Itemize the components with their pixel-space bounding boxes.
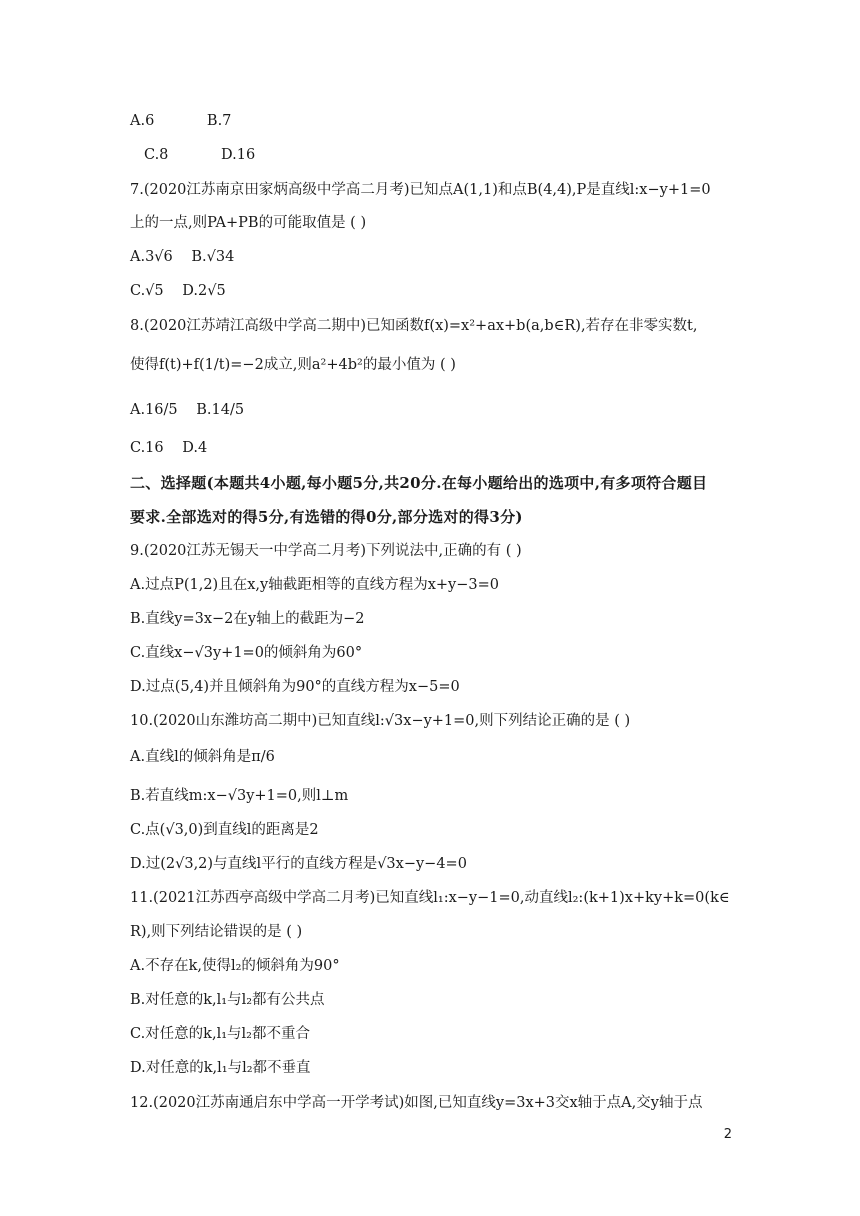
q10-option-d: D.过(2√3,2)与直线l平行的直线方程是√3x−y−4=0 (130, 856, 467, 872)
q7-stem-line-1: 7.(2020江苏南京田家炳高级中学高二月考)已知点A(1,1)和点B(4,4),P是直线l:x−y+1=0 (130, 182, 711, 198)
q10-option-a: A.直线l的倾斜角是π/6 (130, 749, 275, 765)
q6-options-cd: C.8 D.16 (144, 147, 256, 163)
page-number: 2 (723, 1127, 732, 1142)
q11-option-d: D.对任意的k,l₁与l₂都不垂直 (130, 1060, 311, 1076)
q10-option-b: B.若直线m:x−√3y+1=0,则l⊥m (130, 788, 349, 804)
q10-stem: 10.(2020山东潍坊高二期中)已知直线l:√3x−y+1=0,则下列结论正确的是 ( ) (130, 713, 631, 729)
q9-option-b: B.直线y=3x−2在y轴上的截距为−2 (130, 611, 365, 627)
q8-stem-line-2: 使得f(t)+f(1/t)=−2成立,则a²+4b²的最小值为 ( ) (130, 357, 456, 373)
q8-options-cd: C.16 D.4 (130, 440, 208, 456)
q9-option-d: D.过点(5,4)并且倾斜角为90°的直线方程为x−5=0 (130, 679, 460, 695)
q9-stem: 9.(2020江苏无锡天一中学高二月考)下列说法中,正确的有 ( ) (130, 543, 522, 559)
q12-stem-line-1: 12.(2020江苏南通启东中学高一开学考试)如图,已知直线y=3x+3交x轴于点A,交y轴于点 (130, 1095, 703, 1111)
q11-option-a: A.不存在k,使得l₂的倾斜角为90° (130, 958, 340, 974)
q11-stem-line-1: 11.(2021江苏西亭高级中学高二月考)已知直线l₁:x−y−1=0,动直线l₂:(k+1)x+ky+k=0(k∈ (130, 890, 730, 906)
q11-option-b: B.对任意的k,l₁与l₂都有公共点 (130, 992, 325, 1008)
section-2-heading-line-1: 二、选择题(本题共4小题,每小题5分,共20分.在每小题给出的选项中,有多项符合题目 (130, 474, 708, 492)
section-2-heading-line-2: 要求.全部选对的得5分,有选错的得0分,部分选对的得3分) (130, 508, 523, 526)
q8-options-ab: A.16/5 B.14/5 (130, 402, 245, 418)
q8-stem-line-1: 8.(2020江苏靖江高级中学高二期中)已知函数f(x)=x²+ax+b(a,b∈R),若存在非零实数t, (130, 318, 698, 334)
q7-options-ab: A.3√6 B.√34 (130, 249, 235, 265)
q11-stem-line-2: R),则下列结论错误的是 ( ) (130, 924, 303, 940)
q11-option-c: C.对任意的k,l₁与l₂都不重合 (130, 1026, 310, 1042)
q10-option-c: C.点(√3,0)到直线l的距离是2 (130, 822, 319, 838)
q6-options-ab: A.6 B.7 (130, 113, 232, 129)
q7-stem-line-2: 上的一点,则PA+PB的可能取值是 ( ) (130, 215, 367, 231)
q9-option-a: A.过点P(1,2)且在x,y轴截距相等的直线方程为x+y−3=0 (130, 577, 499, 593)
q7-options-cd: C.√5 D.2√5 (130, 283, 226, 299)
q9-option-c: C.直线x−√3y+1=0的倾斜角为60° (130, 645, 363, 661)
